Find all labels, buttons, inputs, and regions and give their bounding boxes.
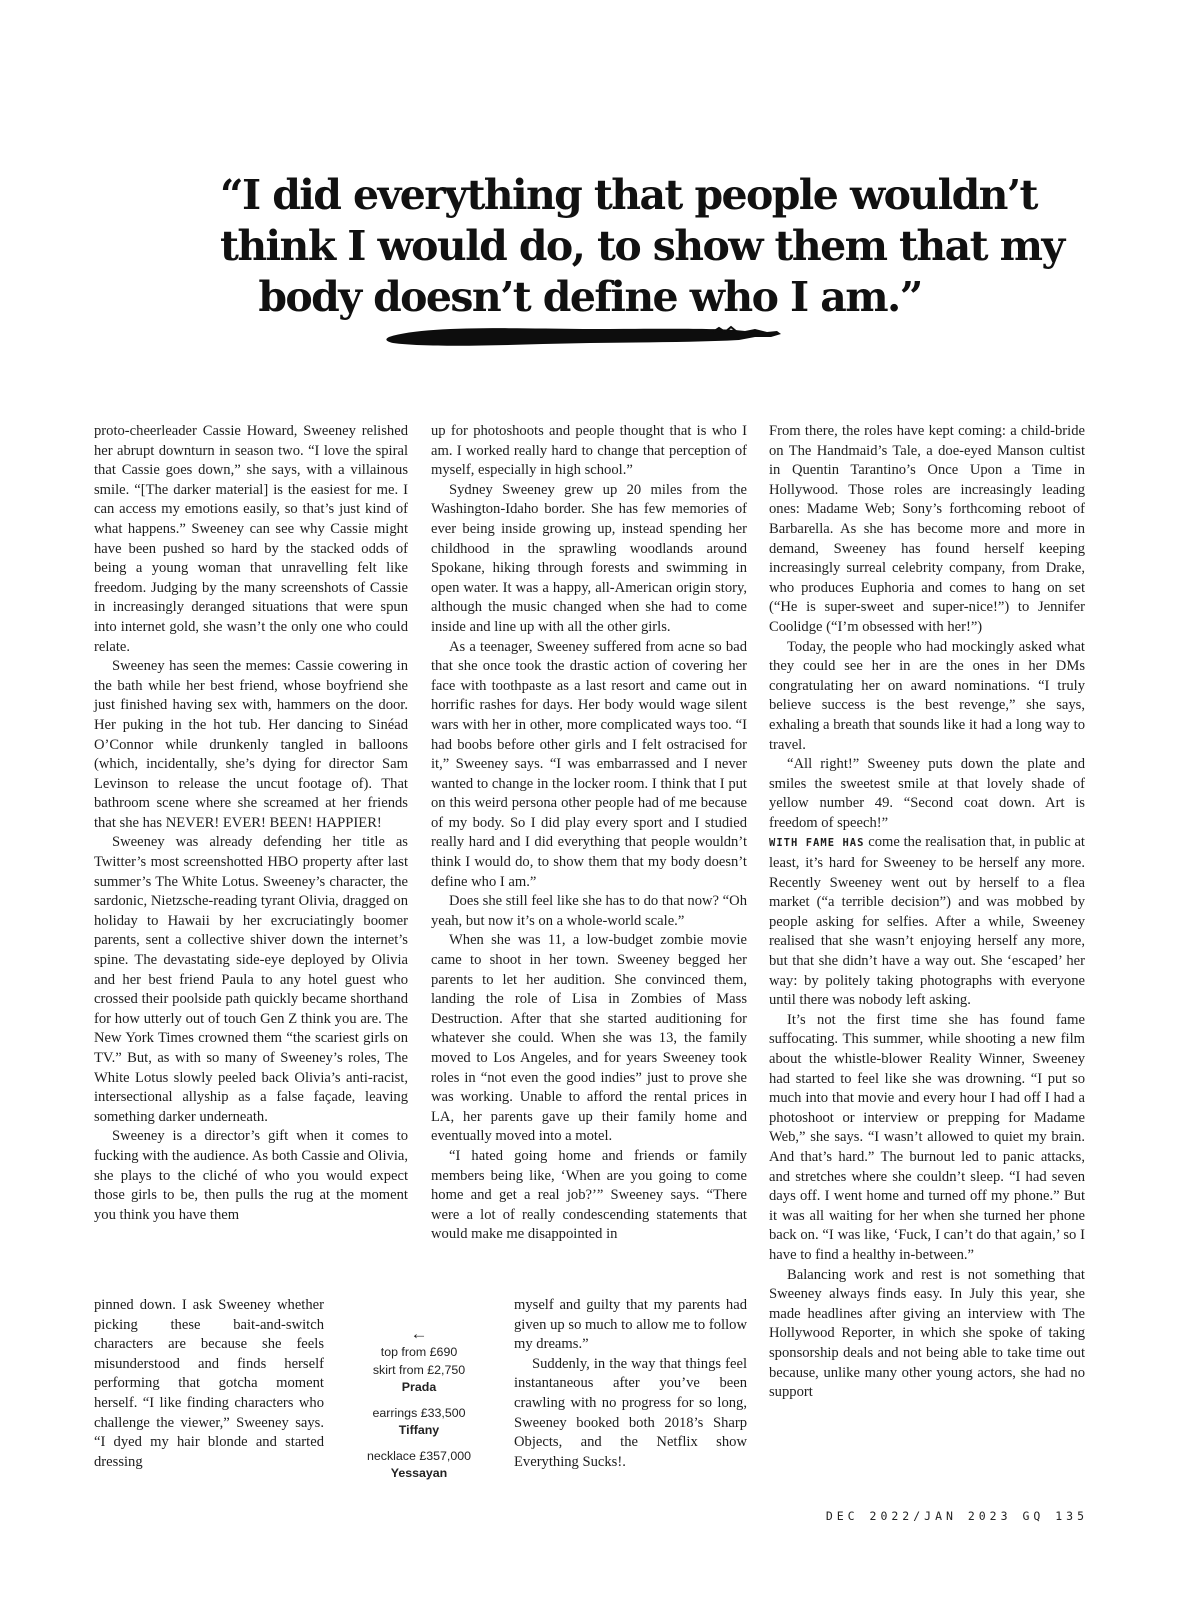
paragraph: “All right!” Sweeney puts down the plate and smiles the sweetest smile at that lovely shade of yellow number 49. “Second coat down. Art is freedom of speech!”: [769, 756, 1085, 831]
paragraph: Today, the people who had mockingly asked what they could see her in are the ones in her DMs congratulating her on award nominations. “I truly believe success is the best revenge,” she says, exhaling a breath that sounds like it had a long way to travel.: [769, 638, 1085, 753]
credit-item: top from £690: [380, 1345, 458, 1359]
section-lead-in: WITH FAME HAS: [769, 837, 865, 850]
paragraph: Sweeney was already defending her title as Twitter’s most screenshotted HBO property after last summer’s The White Lotus. Sweeney’s character, the sardonic, Nietzsche-reading tyrant Olivia, dragged on holiday to Hawaii by her excruciatingly boomer parents, sent a collective shiver down the internet’s spine. The devastating side-eye deployed by Olivia and her best friend Paula to any hotel guest who crossed their poolside path quickly became shorthand for how utterly out of touch Gen Z think you are. The New York Times crowned them “the scariest girls on TV.” But, as with so many of Sweeney’s roles, The White Lotus slowly peeled back Olivia’s anti-racist, intersectional allyship as a false façade, leaving something darker underneath.: [94, 834, 408, 1125]
paragraph: proto-cheerleader Cassie Howard, Sweeney relished her abrupt downturn in season two. “I love the spiral that Cassie goes down,” she says, with a villainous smile. “[The darker material] is the easiest for me. I can access my emotions easily, so that’s just kind of what happens.” Sweeney can see why Cassie might have been pushed so hard by the stacked odds of being a young woman that unravelling felt like freedom. Judging by the many screenshots of Cassie in increasingly deranged situations that were spun into internet gold, she wasn’t the only one who could relate.: [94, 423, 408, 655]
article-column-3: [769, 422, 1085, 1403]
credit-item: skirt from £2,750: [372, 1362, 466, 1377]
paragraph: myself and guilty that my parents had given up so much to allow me to follow my dreams.”: [514, 1297, 747, 1353]
arrow-left-icon: ←: [410, 1324, 428, 1343]
credit-item: earrings £33,500: [372, 1405, 466, 1420]
credit-brand: Prada: [401, 1380, 437, 1394]
paragraph: Sweeney is a director’s gift when it comes to fucking with the audience. As both Cassie and Olivia, she plays to the cliché of who you would expect those girls to be, then pulls the rug at the moment you think you have them: [94, 1128, 408, 1223]
article-column-1: [94, 422, 408, 1225]
paragraph: Balancing work and rest is not something that Sweeney always finds easy. In July this year, she made headlines after giving an interview with The Hollywood Reporter, in which she spoke of taking sponsorship deals and not being able to take time out because, unlike many other young actors, she had no support: [769, 1266, 1085, 1401]
paragraph: From there, the roles have kept coming: a child-bride on The Handmaid’s Tale, a doe-eyed Manson cultist in Quentin Tarantino’s Once Upon a Time in Hollywood. Those roles are increasingly leading ones: Madame Web; Sony’s forthcoming reboot of Barbarella. As she has become more and more in demand, Sweeney has found herself keeping increasingly surreal celebrity company, from Drake, who produces Euphoria and comes to hang on set (“He is super-sweet and super-nice!”) to Jennifer Coolidge (“I’m obsessed with her!”): [769, 423, 1085, 635]
page-folio: DEC 2022/JAN 2023 GQ 135: [825, 1509, 1088, 1523]
paragraph: When she was 11, a low-budget zombie movie came to shoot in her town. Sweeney begged her parents to let her audition. She convinced them, landing the role of Lisa in Zombies of Mass Destruction. After that she started auditioning for whatever she could. When she was 13, the family moved to Los Angeles, and for years Sweeney took roles in “not even the good indies” just to prove she was working. Unable to afford the rental prices in LA, her parents gave up their family home and eventually moved into a motel.: [431, 932, 747, 1145]
article-column-2-continued: [514, 1296, 747, 1472]
pull-quote: [220, 170, 1064, 323]
paragraph-text: come the realisation that, in public at least, it’s hard for Sweeney to be herself any more. Recently Sweeney went out by herself to a flea market (“a terrible decision”) and was mobbed by people asking for selfies. After a while, Sweeney realised that she wasn’t enjoying herself any more, but that she didn’t have a way out. She ‘escaped’ her way: by politely taking photographs with everyone until there was nobody left asking.: [769, 834, 1085, 1009]
pull-quote-line: “I did everything that people wouldn’t: [220, 171, 1037, 219]
pull-quote-line: body doesn’t define who I am.”: [258, 273, 922, 321]
paragraph: Sweeney has seen the memes: Cassie cowering in the bath while her best friend, whose boyfriend she just finished having sex with, hammers on the door. Her puking in the hot tub. Her dancing to Sinéad O’Connor while drunkenly tangled in balloons (which, incidentally, she’s dying for director Sam Levinson to release the uncut footage of). That bathroom scene where she screamed at her friends that she has NEVER! EVER! BEEN! HAPPIER!: [94, 658, 408, 831]
pull-quote-line: think I would do, to show them that my: [220, 222, 1064, 270]
section-paragraph: [769, 833, 1085, 1010]
brush-stroke-divider: [383, 320, 783, 350]
credit-item: necklace £357,000: [366, 1448, 472, 1463]
paragraph: “I hated going home and friends or family members being like, ‘When are you going to come home and get a real job?’” Sweeney says. “There were a lot of really condescending statements that would make me disappointed in: [431, 1147, 747, 1243]
paragraph: Sydney Sweeney grew up 20 miles from the Washington-Idaho border. She has few memories of ever being inside growing up, instead spending her childhood in the sprawling woodlands around Spokane, hiking through forests and swimming in open water. It was a happy, all-American origin story, although the music changed when she had to come inside and line up with all the other girls.: [431, 481, 747, 635]
paragraph: It’s not the first time she has found fame suffocating. This summer, while shooting a new film about the whistle-blower Reality Winner, Sweeney had started to feel like she was drowning. “I put so much into that movie and every hour I had off I had a photoshoot or interview or prepping for Madame Web,” she says. “I wasn’t allowed to quiet my brain. And that’s hard.” The burnout led to panic attacks, and stretches where she couldn’t sleep. “I had seven days off. I went home and turned off my phone.” But it was all waiting for her when she turned her phone back on. “I was like, ‘Fuck, I can’t do that again,’ so I have to find a healthy in-between.”: [769, 1011, 1085, 1263]
fashion-credits: [352, 1325, 486, 1483]
credit-brand: Tiffany: [398, 1423, 440, 1437]
paragraph: pinned down. I ask Sweeney whether picking these bait-and-switch characters are because she feels misunderstood and finds herself performing that gotcha moment herself. “I like finding characters who challenge the viewer,” Sweeney says. “I dyed my hair blonde and started dressing: [94, 1297, 324, 1470]
credit-brand: Yessayan: [390, 1466, 448, 1480]
paragraph: Suddenly, in the way that things feel instantaneous after you’ve been crawling with no progress for so long, Sweeney booked both 2018’s Sharp Objects, and the Netflix show Everything Sucks!.: [514, 1355, 747, 1470]
paragraph: up for photoshoots and people thought that is who I am. I worked really hard to change that perception of myself, especially in high school.”: [431, 423, 747, 479]
article-column-1-continued: [94, 1296, 324, 1472]
paragraph: Does she still feel like she has to do that now? “Oh yeah, but now it’s on a whole-world scale.”: [431, 893, 747, 929]
paragraph: As a teenager, Sweeney suffered from acne so bad that she once took the drastic action of covering her face with toothpaste as a last resort and came out in horrific rashes for days. Her body would wage silent wars with her in other, more complicated ways too. “I had boobs before other girls and I felt ostracised for it,” Sweeney says. “I was embarrassed and I never wanted to change in the locker room. I think that I put on this weird persona other people had of me because of my body. So I did play every sport and I studied really hard and I did everything that people wouldn’t think I would do, to show them that my body doesn’t define who I am.”: [431, 638, 747, 890]
article-column-2: [431, 422, 747, 1245]
